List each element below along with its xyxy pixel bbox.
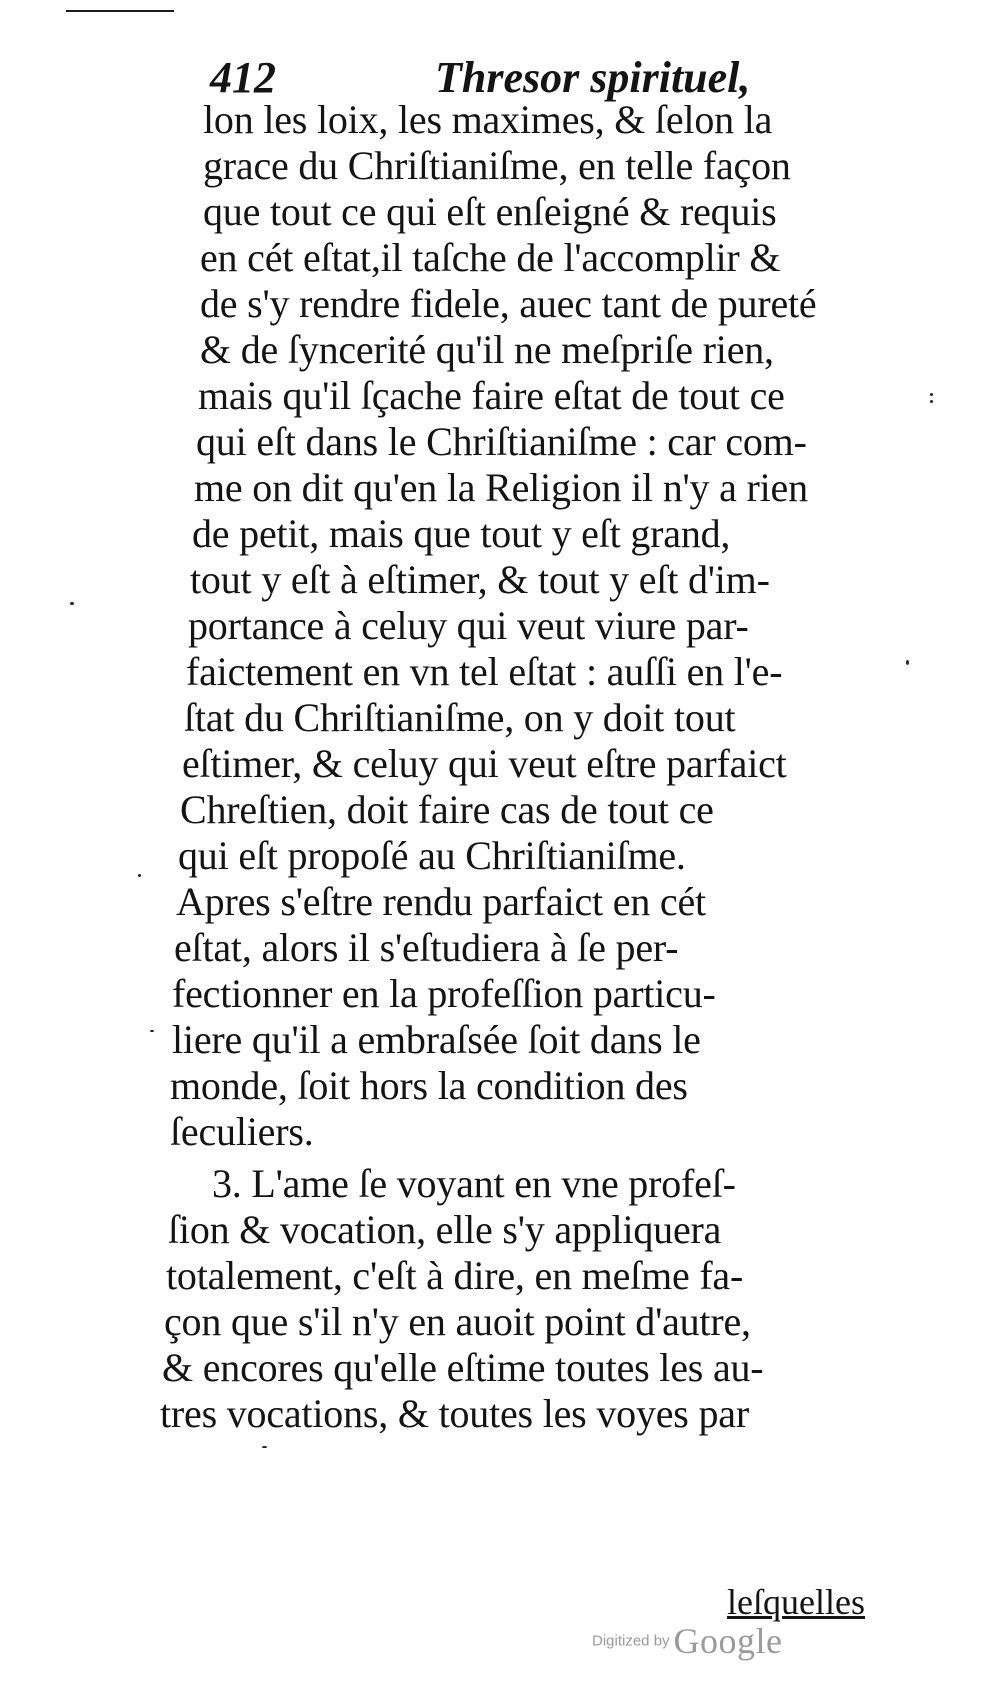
top-rule	[66, 10, 174, 12]
text-line: Chreſtien, doit faire cas de tout ce	[180, 787, 714, 832]
text-line: ſtat du Chriſtianiſme, on y doit tout	[184, 695, 736, 740]
text-line: 3. L'ame ſe voyant en vne profeſ-	[212, 1161, 736, 1206]
text-line: qui eſt dans le Chriſtianiſme : car com-	[196, 419, 807, 464]
text-line: totalement, c'eſt à dire, en meſme fa-	[166, 1253, 744, 1298]
ink-speck	[906, 660, 909, 665]
text-line: eſtimer, & celuy qui veut eſtre parfaict	[182, 741, 787, 786]
text-line: faictement en vn tel eſtat : auſſi en l'e-	[186, 649, 783, 694]
google-logo: Google	[673, 1621, 783, 1661]
ink-speck	[930, 400, 933, 403]
page-number: 412	[210, 53, 276, 102]
ink-speck	[930, 393, 933, 396]
text-line: fectionner en la profeſſion particu-	[172, 971, 716, 1016]
text-line: çon que s'il n'y en auoit point d'autre,	[164, 1299, 751, 1344]
text-line: grace du Chriſtianiſme, en telle façon	[203, 143, 791, 188]
digitized-by-google-watermark	[592, 1620, 812, 1670]
text-line: ſion & vocation, elle s'y appliquera	[168, 1207, 722, 1252]
text-line: Apres s'eſtre rendu parfaict en cét	[176, 879, 706, 924]
text-line: & encores qu'elle eſtime toutes les au-	[162, 1345, 764, 1390]
text-line: liere qu'il a embraſsée ſoit dans le	[172, 1017, 701, 1062]
text-line: que tout ce qui eſt enſeigné & requis	[203, 189, 777, 234]
digitized-by-label: Digitized by	[592, 1632, 670, 1650]
text-line: en cét eſtat,il taſche de l'accomplir &	[200, 235, 781, 280]
text-line: & de ſyncerité qu'il ne meſpriſe rien,	[200, 327, 774, 372]
ink-speck	[138, 874, 141, 877]
text-line: qui eſt propoſé au Chriſtianiſme.	[178, 833, 686, 878]
text-line: de s'y rendre fidele, auec tant de pureté	[200, 281, 817, 326]
text-line: mais qu'il ſçache faire eſtat de tout ce	[198, 373, 785, 418]
text-line: ſeculiers.	[170, 1109, 314, 1154]
text-line: me on dit qu'en la Religion il n'y a rien	[194, 465, 808, 510]
text-line: de petit, mais que tout y eſt grand,	[192, 511, 731, 556]
ink-speck	[150, 1030, 154, 1032]
text-line: lon les loix, les maximes, & ſelon la	[203, 97, 773, 142]
catchword: leſquelles	[727, 1582, 865, 1622]
text-line: eſtat, alors il s'eſtudiera à ſe per-	[174, 925, 679, 970]
text-line: tout y eſt à eſtimer, & tout y eſt d'im-	[190, 557, 770, 602]
text-line: monde, ſoit hors la condition des	[170, 1063, 688, 1108]
text-line: tres vocations, & toutes les voyes par	[160, 1391, 749, 1436]
ink-speck	[70, 602, 74, 605]
running-title: Thresor spirituel,	[435, 53, 751, 102]
ink-speck	[262, 1446, 267, 1448]
text-line: portance à celuy qui veut viure par-	[188, 603, 749, 648]
